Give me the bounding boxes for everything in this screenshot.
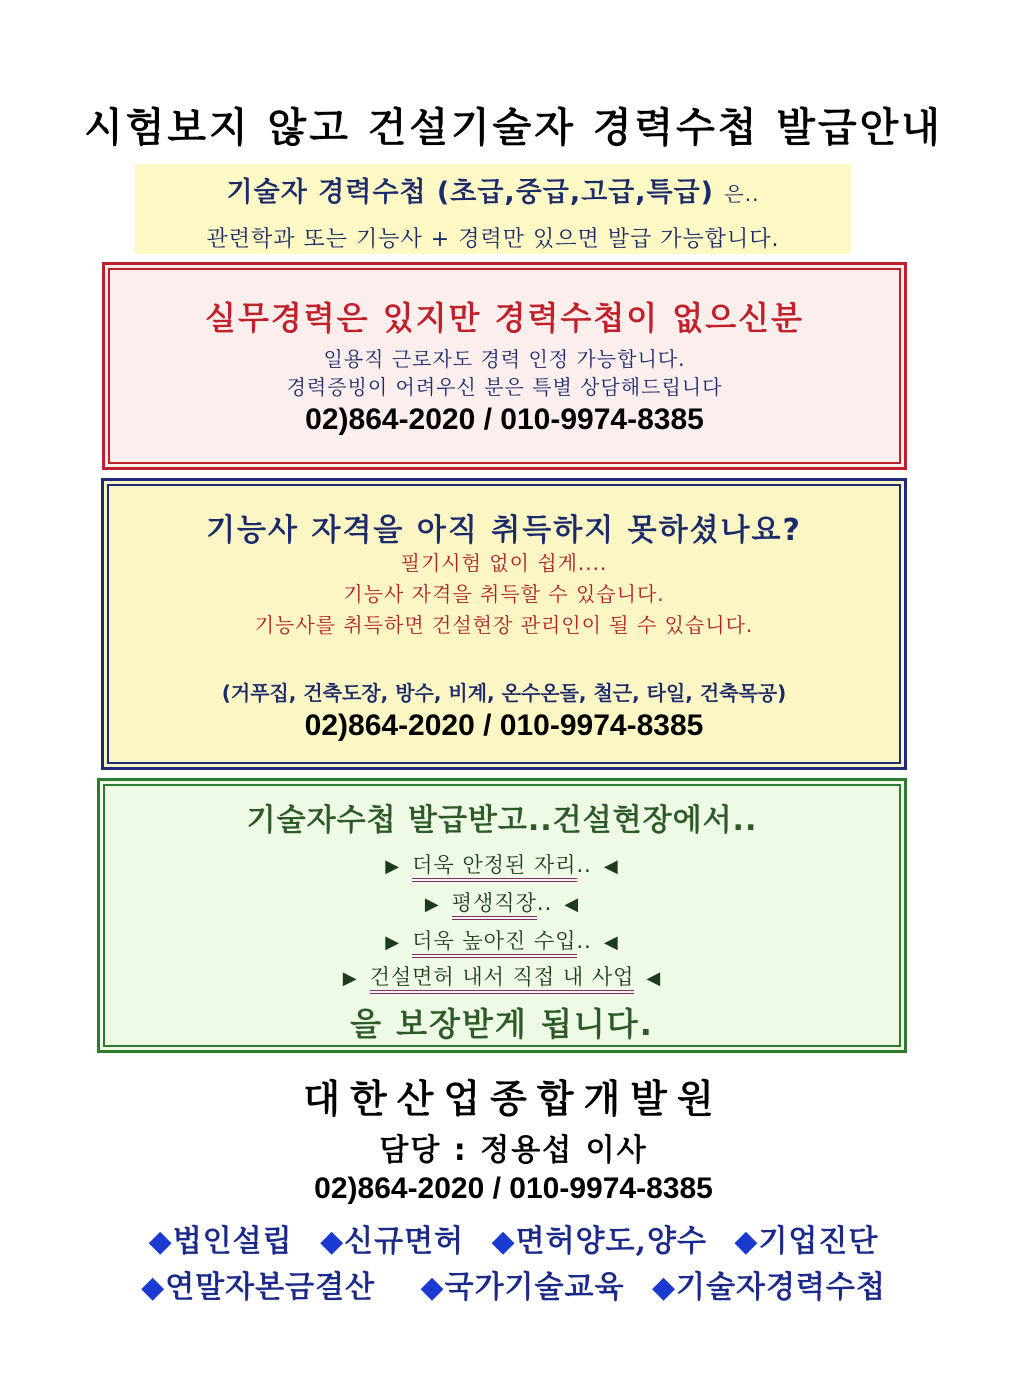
diamond-icon: ◆ xyxy=(148,1224,173,1259)
experience-line-1: 일용직 근로자도 경력 인정 가능합니다. xyxy=(323,347,686,371)
benefit-item xyxy=(100,887,904,917)
services-row-1 xyxy=(0,1216,1027,1260)
benefit-item-text: 더욱 높아진 수입 xyxy=(412,929,576,958)
certification-heading: 기능사 자격을 아직 취득하지 못하셨나요? xyxy=(206,513,802,548)
intro-heading-suffix: 은.. xyxy=(724,182,760,206)
benefits-heading: 기술자수첩 발급받고..건설현장에서.. xyxy=(246,803,758,838)
service-label: 국가기술교육 xyxy=(444,1270,625,1305)
benefit-item-tail: .. xyxy=(536,891,553,915)
service-item xyxy=(320,1224,464,1259)
triangle-left-icon: ◀ xyxy=(564,894,580,915)
service-label: 기술자경력수첩 xyxy=(676,1270,886,1305)
benefit-item-text: 평생직장 xyxy=(452,891,537,920)
triangle-right-icon: ▶ xyxy=(342,968,358,989)
company-name: 대한산업종합개발원 xyxy=(303,1077,724,1121)
service-item xyxy=(141,1270,375,1305)
service-label: 신규면허 xyxy=(344,1224,465,1259)
triangle-right-icon: ▶ xyxy=(424,894,440,915)
benefit-item-text: 더욱 안정된 자리 xyxy=(412,853,576,882)
diamond-icon: ◆ xyxy=(651,1270,677,1305)
experience-box xyxy=(102,262,907,470)
certification-phone: 02)864-2020 / 010-9974-8385 xyxy=(304,709,704,742)
triangle-right-icon: ▶ xyxy=(385,856,401,877)
service-item xyxy=(149,1224,293,1259)
service-item xyxy=(734,1224,878,1259)
benefit-item-tail: .. xyxy=(576,929,592,953)
page-title: 시험보지 않고 건설기술자 경력수첩 발급안내 xyxy=(84,105,943,151)
services-row-2 xyxy=(0,1262,1027,1306)
certification-box xyxy=(101,478,907,770)
experience-line-2: 경력증빙이 어려우신 분은 특별 상담해드립니다 xyxy=(286,375,723,399)
triangle-left-icon: ◀ xyxy=(603,856,619,877)
service-item xyxy=(492,1224,707,1259)
intro-subtext: 관련학과 또는 기능사 + 경력만 있으면 발급 가능합니다. xyxy=(206,227,780,252)
certification-line-2: 기능사 자격을 취득할 수 있습니다. xyxy=(343,582,665,606)
service-label: 법인설립 xyxy=(172,1224,293,1259)
benefit-item xyxy=(100,849,904,879)
diamond-icon: ◆ xyxy=(141,1270,166,1305)
diamond-icon: ◆ xyxy=(491,1224,516,1259)
benefit-item xyxy=(100,925,904,955)
diamond-icon: ◆ xyxy=(734,1224,759,1259)
benefits-closing: 을 보장받게 됩니다. xyxy=(350,1005,654,1043)
benefits-box xyxy=(97,778,907,1053)
service-label: 기업진단 xyxy=(758,1224,879,1259)
triangle-left-icon: ◀ xyxy=(646,968,662,989)
triangle-right-icon: ▶ xyxy=(385,932,401,953)
triangle-left-icon: ◀ xyxy=(603,932,619,953)
service-label: 면허양도,양수 xyxy=(515,1224,707,1259)
diamond-icon: ◆ xyxy=(420,1270,445,1305)
service-item xyxy=(421,1270,625,1305)
certification-line-3: 기능사를 취득하면 건설현장 관리인이 될 수 있습니다. xyxy=(254,613,754,637)
benefit-item-tail: .. xyxy=(576,853,592,877)
service-item xyxy=(652,1270,886,1305)
footer-phone: 02)864-2020 / 010-9974-8385 xyxy=(314,1172,713,1205)
manager-name: 담당 : 정용섭 이사 xyxy=(379,1133,648,1168)
experience-heading: 실무경력은 있지만 경력수첩이 없으신분 xyxy=(205,299,804,337)
intro-heading-main: 기술자 경력수첩 (초급,중급,고급,특급) xyxy=(226,177,715,208)
certification-trades: (거푸집, 건축도장, 방수, 비계, 온수온돌, 철근, 타일, 건축목공) xyxy=(221,681,787,705)
diamond-icon: ◆ xyxy=(320,1224,345,1259)
certification-line-1: 필기시험 없이 쉽게.... xyxy=(400,551,608,575)
benefit-item-text: 건설면허 내서 직접 내 사업 xyxy=(370,965,635,994)
benefit-item xyxy=(100,961,904,991)
intro-heading xyxy=(135,170,851,209)
service-label: 연말자본금결산 xyxy=(165,1270,376,1305)
experience-phone: 02)864-2020 / 010-9974-8385 xyxy=(305,403,704,436)
intro-banner xyxy=(135,164,851,254)
